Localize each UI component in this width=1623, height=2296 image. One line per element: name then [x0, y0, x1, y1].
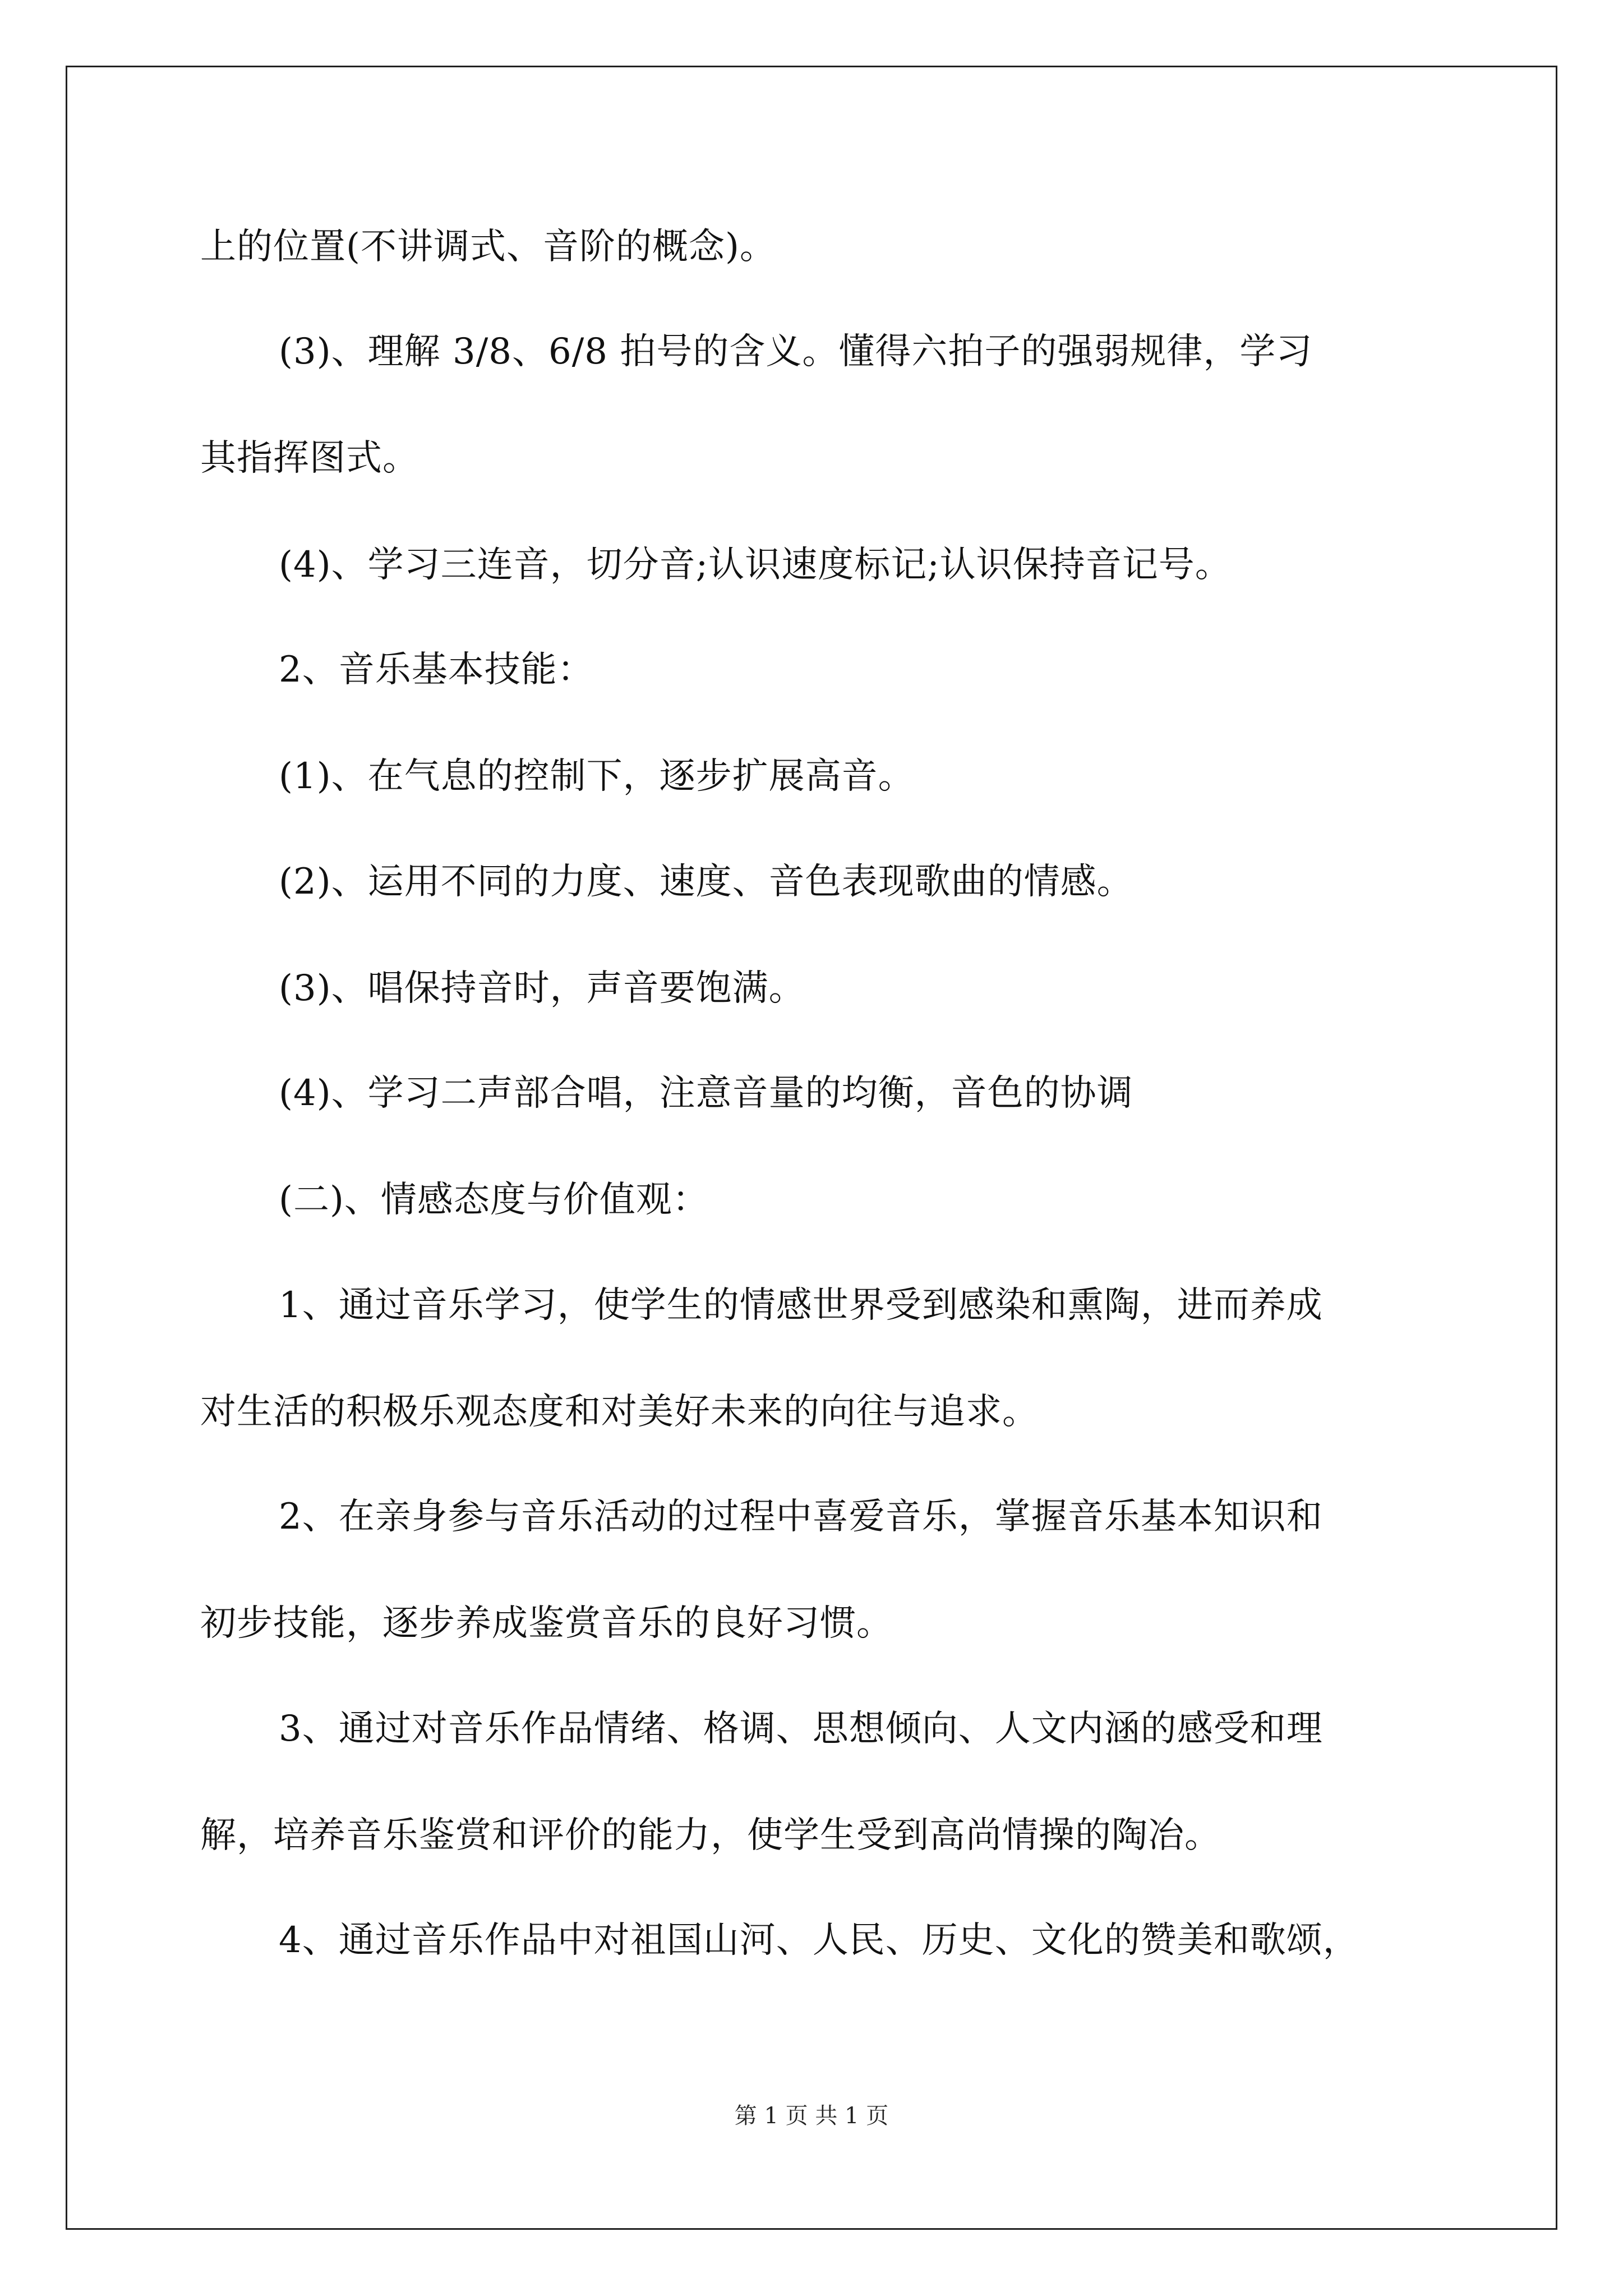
text-line: (4)、学习三连音，切分音;认识速度标记;认识保持音记号。 [279, 544, 1232, 586]
text-line: 对生活的积极乐观态度和对美好未来的向往与追求。 [200, 1391, 1039, 1433]
text-line: (3)、理解 3/8、6/8 拍号的含义。懂得六拍子的强弱规律，学习 [279, 331, 1313, 372]
text-line: 4、通过音乐作品中对祖国山河、人民、历史、文化的赞美和歌颂， [279, 1920, 1359, 1961]
text-line: 解，培养音乐鉴赏和评价的能力，使学生受到高尚情操的陶冶。 [200, 1815, 1221, 1856]
text-line: 初步技能，逐步养成鉴赏音乐的良好习惯。 [200, 1603, 893, 1644]
text-line: (二)、情感态度与价值观： [279, 1179, 709, 1221]
page-border [66, 66, 1557, 2230]
page-footer: 第 1 页 共 1 页 [734, 2103, 889, 2129]
text-line: (3)、唱保持音时，声音要饱满。 [279, 968, 805, 1009]
text-line: (4)、学习二声部合唱，注意音量的均衡，音色的协调 [279, 1073, 1133, 1114]
text-line: 其指挥图式。 [200, 438, 419, 479]
text-line: (1)、在气息的控制下，逐步扩展高音。 [279, 756, 915, 797]
text-line: 上的位置(不讲调式、音阶的概念)。 [200, 226, 776, 268]
text-line: 3、通过对音乐作品情绪、格调、思想倾向、人文内涵的感受和理 [279, 1708, 1323, 1750]
text-line: 2、音乐基本技能： [279, 649, 594, 691]
text-line: (2)、运用不同的力度、速度、音色表现歌曲的情感。 [279, 861, 1133, 903]
text-line: 1、通过音乐学习，使学生的情感世界受到感染和熏陶，进而养成 [279, 1285, 1323, 1326]
text-line: 2、在亲身参与音乐活动的过程中喜爱音乐，掌握音乐基本知识和 [279, 1496, 1323, 1538]
